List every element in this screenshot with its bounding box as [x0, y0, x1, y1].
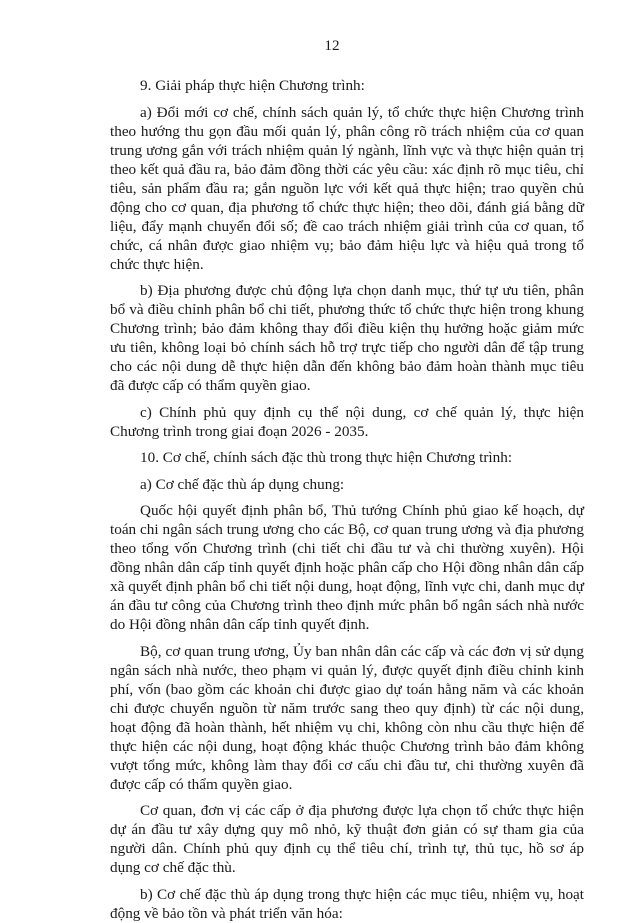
paragraph-9b: b) Địa phương được chủ động lựa chọn danh mục, thứ tự ưu tiên, phân bổ và điều chỉnh phân bổ chi tiết, phương thức tổ chức thực hiện trong khung Chương trình; bảo đảm không thay đổi điều kiện thụ hưởng hoặc giảm mức ưu tiên, không loại bỏ chính sách hỗ trợ trực tiếp cho người dân để tập trung cho các nội dung dễ thực hiện dẫn đến không bảo đảm hoàn thành mục tiêu đã được cấp có thẩm quyền giao. — [110, 282, 584, 394]
paragraph-9c: c) Chính phủ quy định cụ thể nội dung, cơ chế quản lý, thực hiện Chương trình trong giai đoạn 2026 - 2035. — [110, 403, 584, 440]
paragraph-9a: a) Đổi mới cơ chế, chính sách quản lý, tổ chức thực hiện Chương trình theo hướng thu gọn đầu mối quản lý, phân công rõ trách nhiệm của cơ quan trung ương gắn với trách nhiệm quản lý ngành, lĩnh vực và thực hiện quản trị theo kết quả đầu ra, bảo đảm đồng thời các yêu cầu: xác định rõ mục tiêu, chỉ tiêu, sản phẩm đầu ra; gắn nguồn lực với kết quả thực hiện; trao quyền chủ động cho cơ quan, địa phương tổ chức thực hiện; theo dõi, đánh giá bằng dữ liệu, đẩy mạnh chuyển đổi số; đề cao trách nhiệm giải trình của cơ quan, tổ chức, cá nhân được giao nhiệm vụ; bảo đảm hiệu lực và hiệu quả trong tổ chức thực hiện. — [110, 103, 584, 273]
paragraph-10a-allocation: Quốc hội quyết định phân bổ, Thủ tướng Chính phủ giao kế hoạch, dự toán chi ngân sách trung ương cho các Bộ, cơ quan trung ương và địa phương theo tổng vốn Chương trình (chi tiết chi đầu tư và chi thường xuyên). Hội đồng nhân dân cấp tỉnh quyết định hoặc phân cấp cho Hội đồng nhân dân cấp xã quyết định phân bổ chi tiết nội dung, hoạt động, lĩnh vực chi, danh mục dự án đầu tư công của Chương trình theo định mức phân bổ ngân sách nhà nước do Hội đồng nhân dân cấp tỉnh quyết định. — [110, 502, 584, 633]
paragraph-10a-small-projects: Cơ quan, đơn vị các cấp ở địa phương được lựa chọn tổ chức thực hiện dự án đầu tư xây dựng quy mô nhỏ, kỹ thuật đơn giản có sự tham gia của người dân. Chính phủ quy định cụ thể tiêu chí, trình tự, thủ tục, hồ sơ áp dụng cơ chế đặc thù. — [110, 802, 584, 876]
section-10-heading: 10. Cơ chế, chính sách đặc thù trong thực hiện Chương trình: — [140, 449, 513, 466]
paragraph-10a-heading: a) Cơ chế đặc thù áp dụng chung: — [140, 475, 345, 493]
paragraph-10a-adjustment: Bộ, cơ quan trung ương, Ủy ban nhân dân các cấp và các đơn vị sử dụng ngân sách nhà nước, theo phạm vi quản lý, được quyết định điều chỉnh kinh phí, vốn (bao gồm các khoản chi được giao dự toán hằng năm và các khoản chi được chuyển nguồn từ năm trước sang theo quy định) từ các nội dung, hoạt động đã hoàn thành, hết nhiệm vụ chi, không còn nhu cầu thực hiện để thực hiện các nội dung, hoạt động khác thuộc Chương trình bảo đảm không vượt tổng mức, không làm thay đổi cơ cấu chi đầu tư, chi thường xuyên đã được cấp có thẩm quyền giao. — [110, 642, 584, 793]
paragraph-10b-heading: b) Cơ chế đặc thù áp dụng trong thực hiện các mục tiêu, nhiệm vụ, hoạt động về bảo tồn và phát triển văn hóa: — [110, 885, 584, 922]
page-number: 12 — [324, 37, 340, 54]
section-9-heading: 9. Giải pháp thực hiện Chương trình: — [140, 77, 365, 94]
